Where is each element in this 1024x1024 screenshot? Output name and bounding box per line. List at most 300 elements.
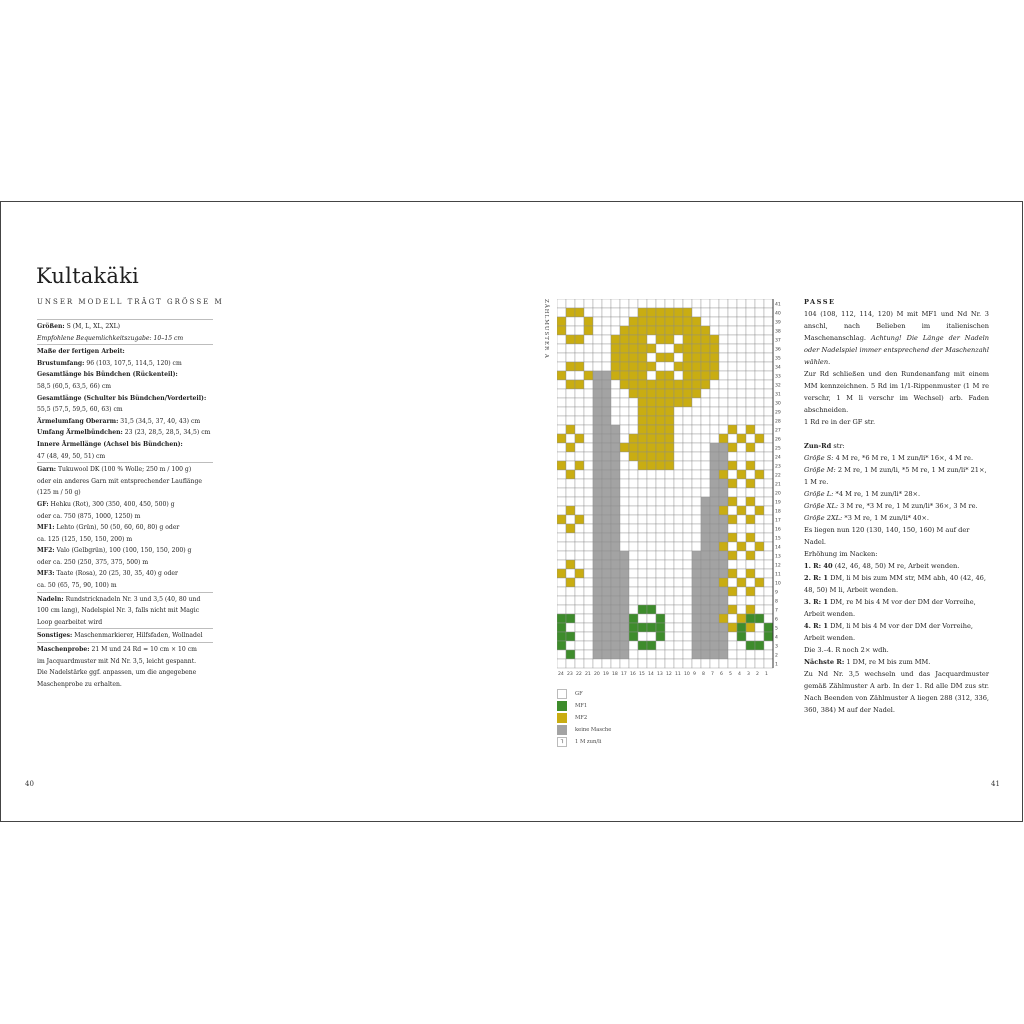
chart-cell bbox=[602, 497, 611, 506]
chart-cell bbox=[737, 299, 746, 308]
chart-cell bbox=[737, 515, 746, 524]
chart-cell bbox=[755, 650, 764, 659]
chart-cell bbox=[701, 560, 710, 569]
chart-cell bbox=[701, 659, 710, 668]
chart-cell bbox=[728, 299, 737, 308]
chart-cell bbox=[692, 317, 701, 326]
chart-cell bbox=[647, 353, 656, 362]
chart-cell bbox=[629, 452, 638, 461]
chart-cell bbox=[683, 542, 692, 551]
chart-cell bbox=[719, 353, 728, 362]
chart-cell bbox=[656, 416, 665, 425]
chart-cell bbox=[575, 461, 584, 470]
chart-cell bbox=[710, 425, 719, 434]
chart-cell bbox=[665, 434, 674, 443]
chart-cell bbox=[764, 425, 773, 434]
chart-cell bbox=[674, 407, 683, 416]
chart-cell bbox=[647, 443, 656, 452]
chart-cell bbox=[674, 380, 683, 389]
row-3-line bbox=[804, 596, 989, 620]
chart-cell bbox=[593, 533, 602, 542]
chart-cell bbox=[629, 380, 638, 389]
chart-cell bbox=[593, 344, 602, 353]
chart-cell bbox=[584, 371, 593, 380]
next-row-text: 1 DM, re M bis zum MM. bbox=[846, 658, 931, 666]
chart-cell bbox=[584, 632, 593, 641]
chart-col-label: 6 bbox=[720, 672, 723, 677]
chart-cell bbox=[692, 326, 701, 335]
chart-cell bbox=[629, 407, 638, 416]
chart-cell bbox=[683, 362, 692, 371]
chart-cell bbox=[620, 326, 629, 335]
chart-cell bbox=[575, 416, 584, 425]
chart-cell bbox=[584, 623, 593, 632]
chart-cell bbox=[764, 380, 773, 389]
chart-cell bbox=[746, 299, 755, 308]
chart-cell bbox=[674, 632, 683, 641]
chart-cell bbox=[764, 308, 773, 317]
chart-cell bbox=[557, 407, 566, 416]
chart-cell bbox=[575, 515, 584, 524]
chart-cell bbox=[557, 569, 566, 578]
chart-cell bbox=[620, 389, 629, 398]
gauge-value3: Die Nadelstärke ggf. anpassen, um die angegebene bbox=[37, 669, 197, 677]
chart-cell bbox=[737, 371, 746, 380]
legend-swatch-gf bbox=[557, 689, 567, 699]
chart-cell bbox=[755, 542, 764, 551]
chart-cell bbox=[674, 506, 683, 515]
chart-cell bbox=[629, 632, 638, 641]
chart-cell bbox=[674, 578, 683, 587]
chart-cell bbox=[611, 506, 620, 515]
chart-cell bbox=[683, 407, 692, 416]
chart-cell bbox=[638, 461, 647, 470]
chart-cell bbox=[584, 407, 593, 416]
chart-cell bbox=[557, 317, 566, 326]
chart-cell bbox=[746, 506, 755, 515]
size-m-line bbox=[804, 464, 989, 488]
chart-cell bbox=[755, 497, 764, 506]
chart-cell bbox=[746, 551, 755, 560]
chart-cell bbox=[575, 542, 584, 551]
chart-cell bbox=[584, 650, 593, 659]
chart-cell bbox=[710, 614, 719, 623]
chart-cell bbox=[620, 614, 629, 623]
chart-cell bbox=[647, 299, 656, 308]
chart-cell bbox=[620, 623, 629, 632]
chart-cell bbox=[593, 380, 602, 389]
chart-cell bbox=[764, 659, 773, 668]
chart-cell bbox=[629, 416, 638, 425]
size-xl-line bbox=[804, 500, 989, 512]
chart-cell bbox=[719, 488, 728, 497]
chart-cell bbox=[728, 650, 737, 659]
chart-cell bbox=[584, 344, 593, 353]
chart-row-label: 1 bbox=[775, 662, 778, 668]
chart-cell bbox=[710, 470, 719, 479]
chart-col-label: 19 bbox=[603, 672, 609, 677]
chart-cell bbox=[692, 569, 701, 578]
chart-cell bbox=[647, 452, 656, 461]
chart-cell bbox=[656, 434, 665, 443]
chart-cell bbox=[701, 335, 710, 344]
chart-row-label: 40 bbox=[775, 311, 781, 317]
chart-cell bbox=[575, 362, 584, 371]
chart-cell bbox=[602, 452, 611, 461]
chart-cell bbox=[584, 461, 593, 470]
chart-col-label: 21 bbox=[585, 672, 591, 677]
chart-cell bbox=[737, 380, 746, 389]
chart-cell bbox=[611, 299, 620, 308]
chart-cell bbox=[728, 308, 737, 317]
chart-cell bbox=[710, 317, 719, 326]
chart-cell bbox=[629, 479, 638, 488]
chart-cell bbox=[656, 371, 665, 380]
chart-cell bbox=[638, 371, 647, 380]
chart-cell bbox=[728, 443, 737, 452]
chart-cell bbox=[611, 308, 620, 317]
chart-cell bbox=[584, 641, 593, 650]
chart-cell bbox=[656, 335, 665, 344]
chart-cell bbox=[593, 371, 602, 380]
chart-cell bbox=[593, 641, 602, 650]
chart-cell bbox=[710, 353, 719, 362]
row-1-text: (42, 46, 48, 50) M re, Arbeit wenden. bbox=[834, 562, 960, 570]
chart-cell bbox=[620, 560, 629, 569]
chart-cell bbox=[638, 632, 647, 641]
chart-cell bbox=[665, 461, 674, 470]
chart-col-label: 3 bbox=[747, 672, 750, 677]
chart-cell bbox=[701, 596, 710, 605]
chart-cell bbox=[602, 569, 611, 578]
chart-row-label: 33 bbox=[775, 374, 781, 380]
chart-cell bbox=[665, 506, 674, 515]
chart-cell bbox=[647, 398, 656, 407]
chart-cell bbox=[674, 596, 683, 605]
chart-cell bbox=[719, 479, 728, 488]
chart-cell bbox=[647, 659, 656, 668]
chart-cell bbox=[602, 551, 611, 560]
upper-arm-label: Ärmelumfang Oberarm: bbox=[37, 417, 119, 425]
chart-cell bbox=[719, 326, 728, 335]
chart-cell bbox=[764, 416, 773, 425]
chart-cell bbox=[719, 515, 728, 524]
yarn-alt2: (125 m / 50 g) bbox=[37, 489, 81, 497]
chart-cell bbox=[611, 407, 620, 416]
zun-heading bbox=[804, 440, 989, 452]
misc-label: Sonstiges: bbox=[37, 632, 73, 640]
chart-cell bbox=[692, 596, 701, 605]
chart-cell bbox=[710, 632, 719, 641]
chart-cell bbox=[692, 362, 701, 371]
chart-cell bbox=[719, 317, 728, 326]
chart-cell bbox=[611, 479, 620, 488]
chart-cell bbox=[710, 362, 719, 371]
chart-row-label: 38 bbox=[775, 329, 781, 335]
chart-cell bbox=[755, 551, 764, 560]
chart-cell bbox=[764, 488, 773, 497]
chart-cell bbox=[665, 470, 674, 479]
chart-cell bbox=[665, 479, 674, 488]
chart-cell bbox=[701, 398, 710, 407]
chart-cell bbox=[683, 560, 692, 569]
chart-cell bbox=[566, 380, 575, 389]
chart-row-label: 14 bbox=[775, 545, 781, 551]
chart-cell bbox=[629, 443, 638, 452]
chart-cell bbox=[584, 578, 593, 587]
chart-cell bbox=[737, 344, 746, 353]
passe-paragraph-1 bbox=[804, 308, 989, 368]
chart-cell bbox=[719, 659, 728, 668]
chart-cell bbox=[728, 515, 737, 524]
chart-cell bbox=[737, 362, 746, 371]
chart-cell bbox=[701, 506, 710, 515]
chart-cell bbox=[764, 560, 773, 569]
chart-cell bbox=[593, 560, 602, 569]
chart-cell bbox=[737, 317, 746, 326]
chart-cell bbox=[638, 317, 647, 326]
needles-label: Nadeln: bbox=[37, 595, 64, 603]
chart-cell bbox=[584, 659, 593, 668]
chart-cell bbox=[710, 605, 719, 614]
chart-cell bbox=[566, 560, 575, 569]
chart-cell bbox=[584, 425, 593, 434]
chart-cell bbox=[593, 623, 602, 632]
mf1-alt: ca. 125 (125, 150, 150, 200) m bbox=[37, 535, 133, 543]
chart-cell bbox=[764, 632, 773, 641]
chart-cell bbox=[665, 353, 674, 362]
chart-cell bbox=[665, 632, 674, 641]
chart-cell bbox=[557, 632, 566, 641]
chart-cell bbox=[593, 659, 602, 668]
chart-cell bbox=[647, 641, 656, 650]
chart-cell bbox=[746, 326, 755, 335]
chart-cell bbox=[629, 353, 638, 362]
chart-cell bbox=[575, 650, 584, 659]
chart-cell bbox=[674, 533, 683, 542]
chart-cell bbox=[719, 416, 728, 425]
chart-cell bbox=[755, 461, 764, 470]
chart-cell bbox=[764, 551, 773, 560]
chart-cell bbox=[755, 605, 764, 614]
chart-cell bbox=[647, 542, 656, 551]
chart-cell bbox=[719, 425, 728, 434]
chart-row-label: 22 bbox=[775, 473, 781, 479]
chart-cell bbox=[638, 605, 647, 614]
chart-cell bbox=[611, 488, 620, 497]
chart-cell bbox=[683, 299, 692, 308]
gauge-value2: im Jacquardmuster mit Nd Nr. 3,5, leicht gespannt. bbox=[37, 657, 197, 665]
measures-label: Maße der fertigen Arbeit: bbox=[37, 348, 125, 356]
chart-cell bbox=[701, 470, 710, 479]
chart-cell bbox=[620, 344, 629, 353]
chart-cell bbox=[755, 632, 764, 641]
chart-cell bbox=[764, 542, 773, 551]
chart-cell bbox=[647, 371, 656, 380]
chart-cell bbox=[575, 551, 584, 560]
chart-cell bbox=[746, 524, 755, 533]
chart-cell bbox=[584, 434, 593, 443]
chart-cell bbox=[719, 362, 728, 371]
chart-cell bbox=[755, 515, 764, 524]
chart-cell bbox=[737, 632, 746, 641]
chart-cell bbox=[647, 632, 656, 641]
chart-cell bbox=[575, 335, 584, 344]
chart-cell bbox=[692, 641, 701, 650]
chart-cell bbox=[737, 434, 746, 443]
chart-cell bbox=[692, 614, 701, 623]
chart-cell bbox=[629, 587, 638, 596]
chart-cell bbox=[719, 407, 728, 416]
chart-cell bbox=[593, 335, 602, 344]
chart-cell bbox=[557, 542, 566, 551]
chart-cell bbox=[557, 623, 566, 632]
chart-cell bbox=[710, 533, 719, 542]
chart-cell bbox=[683, 587, 692, 596]
chart-cell bbox=[620, 371, 629, 380]
chart-cell bbox=[728, 533, 737, 542]
chart-cell bbox=[647, 524, 656, 533]
size-l-text: *4 M re, 1 M zun/li* 28×. bbox=[835, 490, 921, 498]
bust-value: 96 (103, 107,5, 114,5, 120) cm bbox=[86, 359, 182, 367]
chart-cell bbox=[602, 578, 611, 587]
chart-cell bbox=[575, 560, 584, 569]
chart-cell bbox=[710, 344, 719, 353]
chart-cell bbox=[656, 497, 665, 506]
chart-cell bbox=[620, 542, 629, 551]
chart-cell bbox=[557, 326, 566, 335]
chart-cell bbox=[575, 524, 584, 533]
chart-cell bbox=[683, 344, 692, 353]
chart-cell bbox=[638, 524, 647, 533]
chart-cell bbox=[674, 416, 683, 425]
chart-cell bbox=[602, 587, 611, 596]
chart-cell bbox=[584, 614, 593, 623]
chart-cell bbox=[656, 560, 665, 569]
chart-cell bbox=[746, 650, 755, 659]
chart-cell bbox=[683, 308, 692, 317]
chart-cell bbox=[593, 542, 602, 551]
chart-cell bbox=[566, 632, 575, 641]
chart-cell bbox=[557, 434, 566, 443]
chart-cell bbox=[719, 596, 728, 605]
chart-cell bbox=[728, 461, 737, 470]
chart-cell bbox=[737, 416, 746, 425]
chart-cell bbox=[620, 533, 629, 542]
chart-cell bbox=[584, 398, 593, 407]
chart-cell bbox=[638, 596, 647, 605]
chart-cell bbox=[710, 515, 719, 524]
chart-cell bbox=[719, 398, 728, 407]
bust-label: Brustumfang: bbox=[37, 359, 85, 367]
chart-cell bbox=[710, 542, 719, 551]
chart-cell bbox=[764, 605, 773, 614]
chart-cell bbox=[728, 596, 737, 605]
chart-cell bbox=[665, 452, 674, 461]
chart-cell bbox=[575, 344, 584, 353]
chart-cell bbox=[764, 524, 773, 533]
chart-cell bbox=[746, 335, 755, 344]
chart-cell bbox=[557, 416, 566, 425]
chart-cell bbox=[746, 416, 755, 425]
chart-cell bbox=[674, 524, 683, 533]
chart-col-label: 18 bbox=[612, 672, 618, 677]
chart-cell bbox=[656, 524, 665, 533]
chart-cell bbox=[755, 398, 764, 407]
chart-cell bbox=[746, 479, 755, 488]
chart-cell bbox=[719, 461, 728, 470]
chart-cell bbox=[728, 587, 737, 596]
chart-cell bbox=[710, 506, 719, 515]
chart-cell bbox=[611, 497, 620, 506]
chart-cell bbox=[710, 497, 719, 506]
colorwork-chart bbox=[557, 299, 785, 683]
chart-cell bbox=[719, 299, 728, 308]
legend-label-mf2: MF2 bbox=[575, 715, 588, 721]
size-s-text: 4 M re, *6 M re, 1 M zun/li* 16×, 4 M re. bbox=[835, 454, 974, 462]
chart-cell bbox=[674, 443, 683, 452]
chart-cell bbox=[746, 353, 755, 362]
legend-item-none bbox=[557, 724, 611, 736]
chart-cell bbox=[665, 425, 674, 434]
chart-cell bbox=[701, 326, 710, 335]
chart-cell bbox=[683, 659, 692, 668]
chart-cell bbox=[656, 452, 665, 461]
legend-swatch-none bbox=[557, 725, 567, 735]
chart-cell bbox=[683, 578, 692, 587]
chart-col-label: 14 bbox=[648, 672, 654, 677]
chart-cell bbox=[566, 659, 575, 668]
chart-cell bbox=[746, 605, 755, 614]
chart-cell bbox=[764, 578, 773, 587]
chart-cell bbox=[692, 461, 701, 470]
chart-col-label: 24 bbox=[558, 672, 564, 677]
chart-cell bbox=[665, 407, 674, 416]
chart-cell bbox=[557, 425, 566, 434]
chart-cell bbox=[584, 380, 593, 389]
chart-cell bbox=[719, 614, 728, 623]
chart-cell bbox=[737, 614, 746, 623]
chart-cell bbox=[638, 389, 647, 398]
chart-cell bbox=[584, 533, 593, 542]
chart-cell bbox=[674, 488, 683, 497]
chart-cell bbox=[746, 641, 755, 650]
chart-cell bbox=[593, 524, 602, 533]
chart-cell bbox=[566, 650, 575, 659]
chart-cell bbox=[656, 389, 665, 398]
chart-cell bbox=[629, 569, 638, 578]
chart-cell bbox=[755, 308, 764, 317]
chart-cell bbox=[584, 605, 593, 614]
chart-cell bbox=[719, 389, 728, 398]
chart-cell bbox=[692, 497, 701, 506]
chart-cell bbox=[665, 344, 674, 353]
chart-cell bbox=[737, 407, 746, 416]
chart-cell bbox=[647, 389, 656, 398]
chart-cell bbox=[719, 632, 728, 641]
chart-cell bbox=[737, 398, 746, 407]
chart-cell bbox=[629, 488, 638, 497]
chart-cell bbox=[638, 506, 647, 515]
chart-cell bbox=[584, 569, 593, 578]
chart-cell bbox=[746, 515, 755, 524]
chart-cell bbox=[665, 524, 674, 533]
chart-col-label: 5 bbox=[729, 672, 732, 677]
chart-cell bbox=[638, 407, 647, 416]
chart-cell bbox=[602, 407, 611, 416]
zun-heading-bold: Zun-Rd bbox=[804, 442, 832, 450]
chart-cell bbox=[566, 605, 575, 614]
